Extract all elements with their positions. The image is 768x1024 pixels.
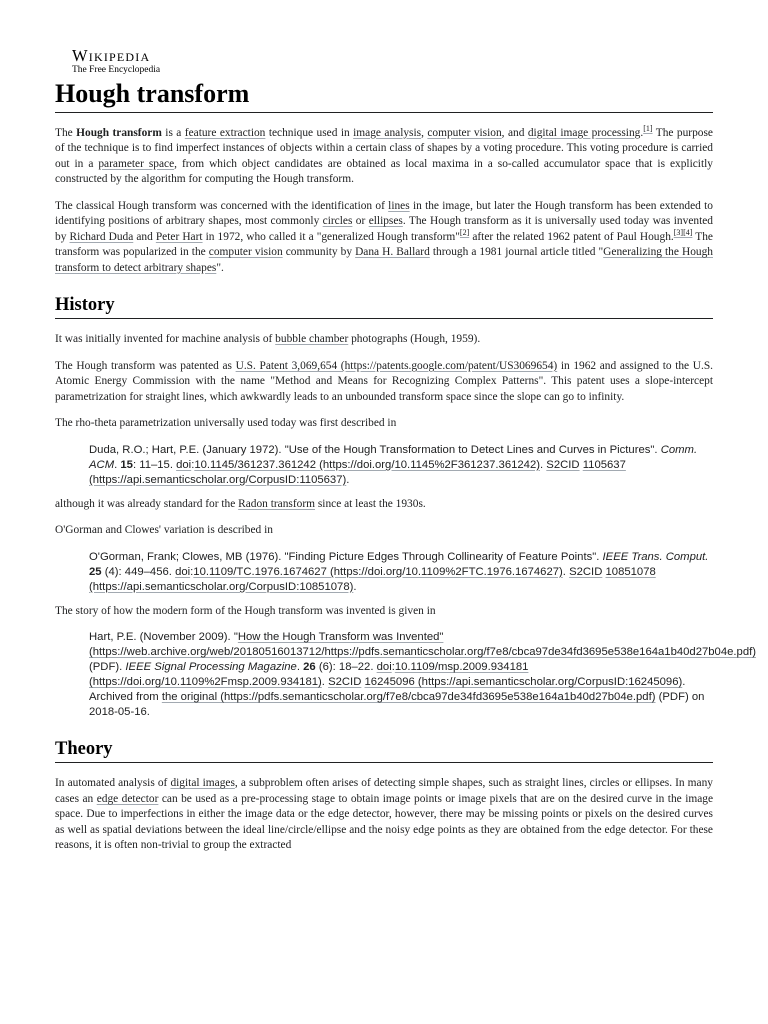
link-image-analysis[interactable]: image analysis	[353, 126, 422, 139]
link-s2cid[interactable]: S2CID	[546, 458, 580, 471]
link-archived-original[interactable]: the original (https://pdfs.semanticscholar.org/f7e8/cbca97de34fd3695e538e164a1b40d27b04e.pdf)	[161, 691, 656, 704]
theory-paragraph-1: In automated analysis of digital images, a subproblem often arises of detecting simple shapes, such as straight lines, circles or ellipses. In many cases an edge detector can be used as a pre-processing stage to obtain image points or image pixels that are on the desired curve in the image space. Due to imperfections in either the image data or the edge detector, however, there may be missing points or pixels on the desired curves as well as spatial deviations between the ideal line/circle/ellipse and the noisy edge points as they are obtained from the edge detector. For these reasons, it is often non-trivial to group the extracted	[55, 777, 714, 852]
reference-1[interactable]: [1]	[643, 123, 653, 133]
citation-hart-2009: Hart, P.E. (November 2009). "How the Hough Transform was Invented" (https://web.archive.org/web/20180516013712/https://pdfs.semanticscholar.org/f7e8/cbca97de34fd3695e538e164a1b40d27b04e.pdf) (PDF). IEEE Signal Processing Magazine. 26 (6): 18–22. doi:10.1109/msp.2009.934181 (https://doi.org/10.1109%2Fmsp.2009.934181). S2CID 16245096 (https://api.semanticscholar.org/CorpusID:16245096). Archived from the original (https://pdfs.semanticscholar.org/f7e8/cbca97de34fd3695e538e164a1b40d27b04e.pdf) (PDF) on 2018-05-16.	[89, 631, 757, 719]
link-radon-transform[interactable]: Radon transform	[238, 497, 316, 510]
history-paragraph-2: The Hough transform was patented as U.S. Patent 3,069,654 (https://patents.google.com/patent/US3069654) in 1962 and assigned to the U.S. Atomic Energy Commission with the name "Method and Means for Recognizing Complex Patterns". This patent uses a slope-intercept parametrization for straight lines, which awkwardly leads to an unbounded transform space since the slope can go to infinity.	[55, 359, 714, 403]
link-parameter-space[interactable]: parameter space	[98, 157, 175, 170]
link-doi-value[interactable]: 10.1109/msp.2009.934181 (https://doi.org/10.1109%2Fmsp.2009.934181)	[89, 661, 529, 689]
link-doi-value[interactable]: 10.1145/361237.361242 (https://doi.org/10.1145%2F361237.361242)	[194, 458, 541, 471]
intro-paragraph-1: The Hough transform is a feature extraction technique used in image analysis, computer vision, and digital image processing.[1] The purpose of the technique is to find imperfect instances of objects within a certain class of shapes by a voting procedure. This voting procedure is carried out in a parameter space, from which object candidates are obtained as local maxima in a so-called accumulator space that is explicitly constructed by the algorithm for computing the Hough transform.	[55, 123, 713, 186]
link-how-hough-invented[interactable]: How the Hough Transform was Invented" (https://web.archive.org/web/20180516013712/https://pdfs.semanticscholar.org/f7e8/cbca97de34fd3695e538e164a1b40d27b04e.pdf)	[89, 631, 757, 659]
link-feature-extraction[interactable]: feature extraction	[184, 126, 266, 139]
link-doi[interactable]: doi	[176, 458, 192, 471]
reference-3-4[interactable]: [3][4]	[673, 227, 693, 237]
bold-term: Hough transform	[76, 126, 162, 139]
link-s2cid-value[interactable]: 1105637 (https://api.semanticscholar.org/CorpusID:1105637)	[89, 458, 626, 486]
link-doi[interactable]: doi	[376, 661, 392, 674]
history-paragraph-3: The rho-theta parametrization universally used today was first described in	[55, 417, 397, 430]
link-s2cid[interactable]: S2CID	[569, 565, 603, 578]
history-paragraph-1: It was initially invented for machine analysis of bubble chamber photographs (Hough, 1959).	[55, 333, 481, 346]
logo-wordmark: Wikipedia	[72, 46, 151, 65]
link-s2cid[interactable]: S2CID	[328, 676, 362, 689]
link-digital-images[interactable]: digital images	[170, 777, 235, 790]
citation-duda-hart: Duda, R.O.; Hart, P.E. (January 1972). "Use of the Hough Transformation to Detect Lines and Curves in Pictures". Comm. ACM. 15: 11–15. doi:10.1145/361237.361242 (https://doi.org/10.1145%2F361237.361242). S2CID 1105637 (https://api.semanticscholar.org/CorpusID:1105637).	[89, 443, 698, 486]
link-edge-detector[interactable]: edge detector	[96, 792, 159, 805]
link-peter-hart[interactable]: Peter Hart	[155, 230, 203, 243]
link-s2cid-value[interactable]: 10851078 (https://api.semanticscholar.org/CorpusID:10851078)	[89, 565, 656, 593]
link-richard-duda[interactable]: Richard Duda	[69, 230, 134, 243]
reference-2[interactable]: [2]	[459, 227, 470, 237]
history-paragraph-4: although it was already standard for the Radon transform since at least the 1930s.	[55, 497, 426, 510]
link-circles[interactable]: circles	[322, 215, 353, 228]
link-digital-image-processing[interactable]: digital image processing	[527, 126, 641, 139]
link-lines[interactable]: lines	[388, 199, 410, 212]
link-us-patent[interactable]: U.S. Patent 3,069,654 (https://patents.google.com/patent/US3069654)	[235, 359, 558, 372]
link-computer-vision-2[interactable]: computer vision	[208, 246, 283, 259]
link-ellipses[interactable]: ellipses	[368, 215, 403, 228]
link-computer-vision[interactable]: computer vision	[427, 126, 502, 139]
link-bubble-chamber[interactable]: bubble chamber	[275, 333, 349, 346]
link-doi[interactable]: doi	[175, 565, 191, 578]
link-doi-value[interactable]: 10.1109/TC.1976.1674627 (https://doi.org/10.1109%2FTC.1976.1674627)	[193, 565, 563, 578]
logo-tagline: The Free Encyclopedia	[72, 64, 161, 75]
link-generalizing-hough[interactable]: Generalizing the Hough transform to detect arbitrary shapes	[55, 246, 713, 274]
intro-paragraph-2: The classical Hough transform was concerned with the identification of lines in the image, but later the Hough transform has been extended to identifying positions of arbitrary shapes, most commonly circles or ellipses. The Hough transform as it is universally used today was invented by Richard Duda and Peter Hart in 1972, who called it a "generalized Hough transform"[2] after the related 1962 patent of Paul Hough.[3][4] The transform was popularized in the computer vision community by Dana H. Ballard through a 1981 journal article titled "Generalizing the Hough transform to detect arbitrary shapes".	[55, 199, 713, 274]
section-heading-theory: Theory	[55, 738, 713, 763]
wikipedia-logo[interactable]	[72, 48, 713, 75]
section-heading-history: History	[55, 294, 713, 319]
history-paragraph-6: The story of how the modern form of the Hough transform was invented is given in	[55, 604, 436, 617]
history-paragraph-5: O'Gorman and Clowes' variation is described in	[55, 524, 273, 537]
citation-ogorman-clowes: O'Gorman, Frank; Clowes, MB (1976). "Finding Picture Edges Through Collinearity of Feature Points". IEEE Trans. Comput. 25 (4): 449–456. doi:10.1109/TC.1976.1674627 (https://doi.org/10.1109%2FTC.1976.1674627). S2CID 10851078 (https://api.semanticscholar.org/CorpusID:10851078).	[89, 550, 709, 593]
link-s2cid-value[interactable]: 16245096 (https://api.semanticscholar.org/CorpusID:16245096)	[364, 676, 683, 689]
page-title: Hough transform	[55, 80, 713, 113]
link-dana-ballard[interactable]: Dana H. Ballard	[355, 246, 430, 259]
